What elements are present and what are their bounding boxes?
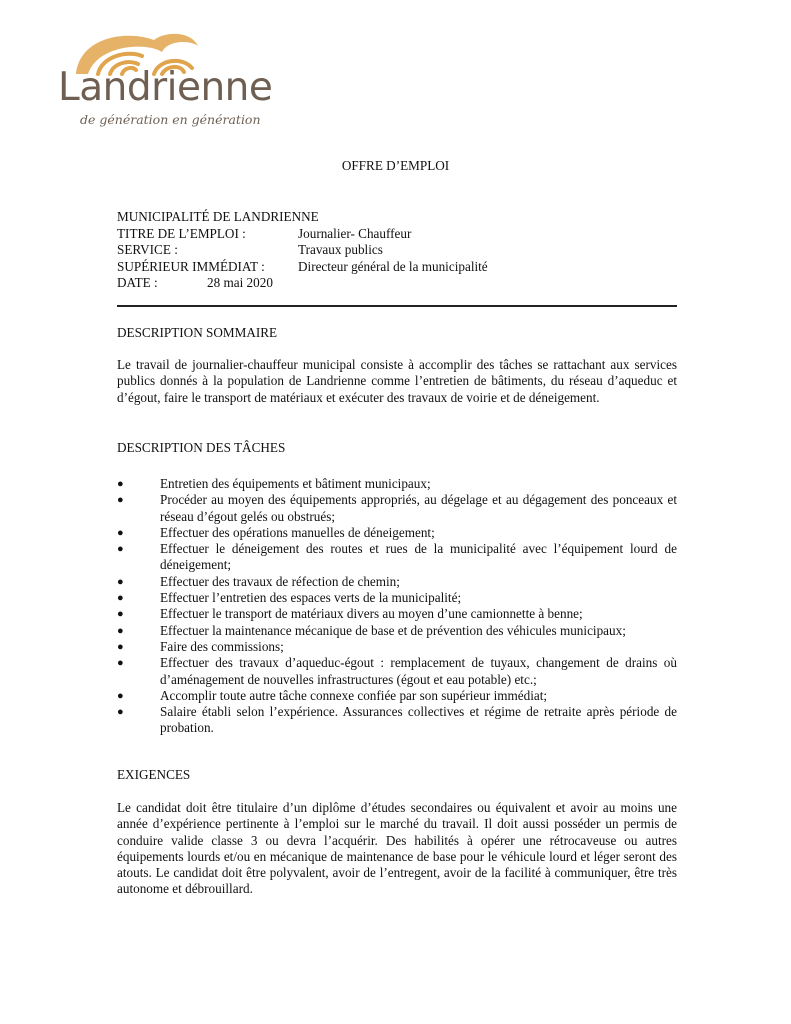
requirements-heading: EXIGENCES	[117, 767, 191, 782]
bullet-icon: ●	[117, 494, 124, 507]
bullet-icon: ●	[117, 657, 124, 670]
supervisor-label: SUPÉRIEUR IMMÉDIAT :	[117, 258, 265, 274]
bullet-icon: ●	[117, 624, 124, 637]
municipality-name: MUNICIPALITÉ DE LANDRIENNE	[117, 209, 319, 224]
list-item-text: Salaire établi selon l’expérience. Assurances collectives et régime de retraite après période de probation.	[160, 704, 677, 736]
list-item	[117, 639, 677, 655]
bullet-icon: ●	[117, 526, 124, 539]
list-item	[117, 590, 677, 606]
list-item	[117, 704, 677, 737]
divider	[117, 305, 677, 307]
service-label: SERVICE :	[117, 242, 178, 257]
summary-paragraph: Le travail de journalier-chauffeur municipal consiste à accomplir des tâches se rattachant aux services publics donnés à la population de Landrienne comme l’entretien de bâtiments, du réseau d’aqueduc et d’égout, faire le transport de matériaux et exécuter des travaux de voirie et de déneigement.	[117, 357, 677, 405]
list-item-text: Faire des commissions;	[160, 638, 284, 654]
logo-name: Landrienne	[58, 65, 273, 110]
list-item-text: Accomplir toute autre tâche connexe confiée par son supérieur immédiat;	[160, 687, 548, 703]
list-item	[117, 574, 677, 590]
list-item-text: Effectuer l’entretien des espaces verts de la municipalité;	[160, 590, 462, 606]
bullet-icon: ●	[117, 706, 124, 719]
bullet-icon: ●	[117, 575, 124, 588]
list-item-text: Effectuer des opérations manuelles de déneigement;	[160, 524, 435, 540]
list-item	[117, 655, 677, 688]
summary-heading: DESCRIPTION SOMMAIRE	[117, 325, 278, 340]
bullet-icon: ●	[117, 543, 124, 556]
list-item	[117, 623, 677, 639]
list-item-text: Effectuer la maintenance mécanique de base et de prévention des véhicules municipaux;	[160, 622, 626, 638]
logo	[58, 26, 273, 134]
bullet-icon: ●	[117, 689, 124, 702]
list-item	[117, 492, 677, 525]
page-title: OFFRE D’EMPLOI	[341, 158, 450, 173]
supervisor-value: Directeur général de la municipalité	[298, 258, 488, 274]
list-item	[117, 688, 677, 704]
bullet-icon: ●	[117, 592, 124, 605]
list-item-text: Entretien des équipements et bâtiment municipaux;	[160, 476, 431, 491]
date-value: 28 mai 2020	[207, 275, 273, 290]
bullet-icon: ●	[117, 640, 124, 653]
requirements-paragraph: Le candidat doit être titulaire d’un diplôme d’études secondaires ou équivalent et avoir au moins une année d’expérience pertinente à l’emploi sur le marché du travail. Il doit aussi posséder un permis de conduire valide classe 3 ou devra l’acquérir. Des habilités à opérer une rétrocaveuse ou autres équipements lourds et/ou en mécanique de maintenance de base pour le véhicule lourd et léger seront des atouts. Le candidat doit être polyvalent, avoir de l’entregent, avoir de la facilité à communiquer, être très autonome et débrouillard.	[117, 800, 677, 897]
bullet-icon: ●	[117, 478, 124, 490]
list-item	[117, 606, 677, 622]
date-label: DATE :	[117, 275, 158, 290]
list-item-text: Effectuer des travaux d’aqueduc-égout : remplacement de tuyaux, changement de drains où d’aménagement de nouvelles infrastructures (égout et eau potable) etc.;	[160, 655, 677, 687]
list-item-text: Effectuer des travaux de réfection de chemin;	[160, 573, 400, 589]
logo-tagline: de génération en génération	[80, 112, 261, 127]
job-title-value: Journalier- Chauffeur	[298, 225, 412, 241]
list-item	[117, 525, 677, 541]
list-item	[117, 476, 677, 492]
list-item-text: Effectuer le transport de matériaux divers au moyen d’une camionnette à benne;	[160, 606, 583, 622]
tasks-heading: DESCRIPTION DES TÂCHES	[117, 440, 286, 455]
list-item-text: Effectuer le déneigement des routes et rues de la municipalité avec l’équipement lourd de déneigement;	[160, 541, 677, 573]
list-item-text: Procéder au moyen des équipements appropriés, au dégelage et au dégagement des ponceaux et réseau d’égout gelés ou obstrués;	[160, 492, 677, 524]
service-value: Travaux publics	[298, 242, 383, 257]
job-title-label: TITRE DE L’EMPLOI :	[117, 225, 246, 241]
bullet-icon: ●	[117, 608, 124, 621]
tasks-list	[117, 476, 677, 737]
list-item	[117, 541, 677, 574]
